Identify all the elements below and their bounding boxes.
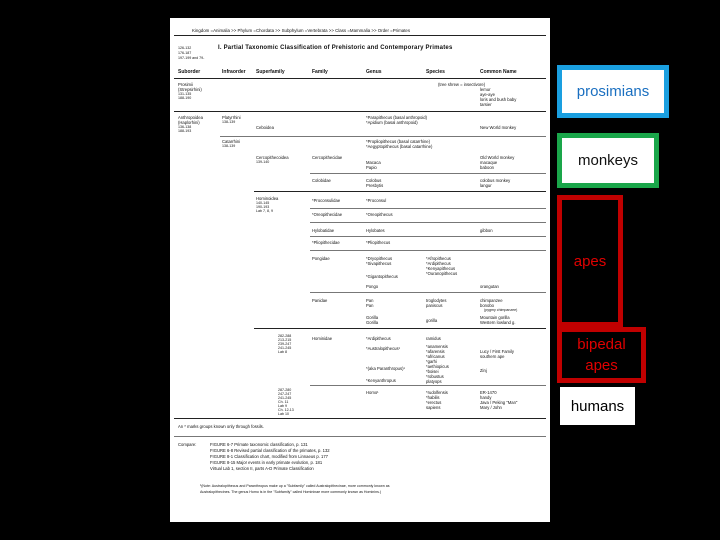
suborder-alt: (Haplorhini) xyxy=(178,120,200,125)
infraorder-name: Platyrrhini xyxy=(222,115,241,120)
infraorder-name: Catarrhini xyxy=(222,139,241,144)
column-header: Family xyxy=(312,69,328,75)
genus-name: Colobus xyxy=(366,178,382,183)
bipedal-apes-label: bipedal apes xyxy=(577,336,626,374)
family-name: Cercopithecidae xyxy=(312,155,343,160)
humans-label: humans xyxy=(570,397,625,415)
common-name: tarsier xyxy=(480,102,492,107)
page-ref: 140-145 xyxy=(256,201,270,205)
common-name: chimpanzee xyxy=(480,298,503,303)
monkeys-label: monkeys xyxy=(577,152,639,169)
divider xyxy=(310,222,546,223)
family-name: *Pliopithecidae xyxy=(312,240,340,245)
family-name: *Proconsulidae xyxy=(312,198,341,203)
suborder-name: Prosimii xyxy=(178,82,193,87)
species-name: ramidus xyxy=(426,336,441,341)
genus-name: Hylobates xyxy=(366,228,385,233)
species-name: *Afropithecus xyxy=(426,256,451,261)
common-name: ER-1470 xyxy=(480,390,497,395)
page-ref: Lab 7, 8, 9 xyxy=(256,209,273,213)
page-ref: 241-245 xyxy=(278,396,292,400)
species-name: *Kenyapithecus xyxy=(426,266,456,271)
superfamily-name: Ceboidea xyxy=(256,125,274,130)
common-name: bonobo xyxy=(480,303,494,308)
divider xyxy=(174,35,546,36)
species-name: *afarensis xyxy=(426,349,445,354)
genus-name: Homo¹ xyxy=(366,390,379,395)
genus-name: Papio xyxy=(366,165,377,170)
page-ref: 138-139 xyxy=(222,144,236,148)
species-name: platyops xyxy=(426,379,442,384)
page-ref: Lab 9 xyxy=(278,404,287,408)
subfamily-note: ¹(Note: Australopithecus and Paranthropus make up a "Subfamily" called Australopithecinae, more commonly known as xyxy=(200,484,390,488)
genus-name: *Dryopithecus xyxy=(366,256,393,261)
superfamily-name: Cercopithecoidea xyxy=(256,155,289,160)
page-ref: Ch. 12-13 xyxy=(278,408,294,412)
family-name: Colobidae xyxy=(312,178,331,183)
genus-name: *Apidium (basal anthropoid) xyxy=(366,120,418,125)
genus-name: Pan xyxy=(366,298,374,303)
species-name: *Ouranopithecus xyxy=(426,271,458,276)
page-ref: 136-138 xyxy=(178,125,192,129)
genus-name: *Oreopithecus xyxy=(366,212,393,217)
genus-name: *Parapithecus (basal anthropoid) xyxy=(366,115,427,120)
subfamily-note: Australopithecines. The genus Homo is in the "Subfamily" called Homininae more commonly known as Hominins.) xyxy=(200,490,382,494)
genus-name: *Proconsul xyxy=(366,198,387,203)
common-name: Lucy / First Family xyxy=(480,349,514,354)
humans-label-box xyxy=(557,384,638,428)
species-name: *garhi xyxy=(426,359,437,364)
family-name: Pongidae xyxy=(312,256,330,261)
common-name: New World monkey xyxy=(480,125,517,130)
genus-name: Gorilla xyxy=(366,320,379,325)
common-name: Old World monkey xyxy=(480,155,515,160)
compare-label: Compare: xyxy=(178,442,197,447)
species-name: *rudolfensis xyxy=(426,390,448,395)
species-name: *erectus xyxy=(426,400,442,405)
family-name: *Oreopithecidae xyxy=(312,212,343,217)
species-name: sapiens xyxy=(426,405,441,410)
divider xyxy=(174,111,546,112)
family-name: Hominidae xyxy=(312,336,333,341)
divider xyxy=(220,136,546,137)
compare-item: FIGURE 8-1 Classification chart, modified from Linnaeus p. 177 xyxy=(210,454,329,459)
common-name: Western lowland g. xyxy=(480,320,516,325)
page-ref: 287-280 xyxy=(278,388,292,392)
genus-name: *Propliopithecus (basal catarrhine) xyxy=(366,139,431,144)
species-name: *robustus xyxy=(426,374,444,379)
divider xyxy=(310,208,546,209)
page-ref: 239-247 xyxy=(278,342,292,346)
divider xyxy=(310,236,546,237)
common-name: Java / Peking "Man" xyxy=(480,400,518,405)
page-ref: Lab 8 xyxy=(278,350,287,354)
page-ref: 176-187 xyxy=(178,51,192,55)
common-name: (pygmy chimpanzee) xyxy=(484,308,518,312)
common-name: Zinj xyxy=(480,368,487,373)
common-name: langur xyxy=(480,183,492,188)
common-name: baboon xyxy=(480,165,494,170)
column-header: Genus xyxy=(366,69,382,75)
common-name: colobus monkey xyxy=(480,178,511,183)
species-name: gorilla xyxy=(426,318,438,323)
common-name: Mountain gorilla xyxy=(480,315,510,320)
species-name: *anamensis xyxy=(426,344,448,349)
suborder-name: Anthropoidea xyxy=(178,115,203,120)
compare-item: FIGURE 8-15 Major events in early primate evolution, p. 181 xyxy=(210,460,323,465)
species-name: *boisei xyxy=(426,369,439,374)
divider xyxy=(174,78,546,79)
fossil-footnote: An * marks groups known only through fossils. xyxy=(178,424,264,429)
column-header: Suborder xyxy=(178,69,201,75)
common-name: Mary / John xyxy=(480,405,502,410)
compare-item: FIGURE 6-7 Primate taxonomic classification, p. 131 xyxy=(210,442,308,447)
divider xyxy=(310,173,546,174)
prosimians-label: prosimians xyxy=(576,83,650,100)
document-title: I. Partial Taxonomic Classification of Prehistoric and Contemporary Primates xyxy=(218,45,453,51)
column-header: Common Name xyxy=(480,69,517,75)
compare-item: Virtual Lab 1, section II, parts A-D Primate Classification xyxy=(210,466,314,471)
page-ref: Lab 10 xyxy=(278,412,289,416)
compare-item: FIGURE 6-8 Revised partial classification of the primates, p. 132 xyxy=(210,448,330,453)
page-ref: 197-199 and 79- xyxy=(178,56,205,60)
species-name: troglodytes xyxy=(426,298,447,303)
divider xyxy=(174,418,546,419)
genus-name: Gorilla xyxy=(366,315,379,320)
page-ref: 138-139 xyxy=(222,120,236,124)
page-ref: 241-245 xyxy=(278,346,292,350)
page-ref: 131-135 xyxy=(178,92,192,96)
species-name: *Ardipithecus xyxy=(426,261,451,266)
column-header: Superfamily xyxy=(256,69,285,75)
common-name: lemur xyxy=(480,87,491,92)
family-name: Hylobatidae xyxy=(312,228,335,233)
common-name: southern ape xyxy=(480,354,505,359)
common-name: aye-aye xyxy=(480,92,495,97)
page-ref: 213-215 xyxy=(278,338,292,342)
family-name: Panidae xyxy=(312,298,328,303)
species-name: *africanus xyxy=(426,354,445,359)
prosimians-label-box xyxy=(557,65,669,118)
taxonomy-document xyxy=(170,18,550,522)
divider xyxy=(174,436,546,437)
genus-name: *Kenyanthropus xyxy=(366,378,396,383)
taxonomy-breadcrumb: Kingdom =Animalia >> Phylum =Chordata >> Subphylum =Vertebrata >> Class =Mammalia >> Order =Primates xyxy=(192,28,411,33)
page-ref: 139-140 xyxy=(256,160,270,164)
tree-shrew-note: (tree shrew = insectivore) xyxy=(438,82,486,87)
column-header: Infraorder xyxy=(222,69,246,75)
genus-name: *Sivapithecus xyxy=(366,261,392,266)
genus-name: *Aegyptopithecus (basal catarrhine) xyxy=(366,144,433,149)
divider xyxy=(310,292,546,293)
page-ref: 188-193 xyxy=(178,129,192,133)
page-ref: Ch. 11 xyxy=(278,400,289,404)
genus-name: *(aka Paranthropus)¹ xyxy=(366,366,405,371)
genus-name: *Ardipithecus xyxy=(366,336,391,341)
genus-name: *Pliopithecus xyxy=(366,240,391,245)
genus-name: Pan xyxy=(366,303,374,308)
species-name: *aethiopicus xyxy=(426,364,449,369)
common-name: handy xyxy=(480,395,492,400)
common-name: macaque xyxy=(480,160,498,165)
genus-name: Presbytis xyxy=(366,183,384,188)
genus-name: *Gigantopithecus xyxy=(366,274,398,279)
page-ref: 282-288 xyxy=(278,334,292,338)
superfamily-name: Hominoidea xyxy=(256,196,279,201)
divider xyxy=(254,328,546,329)
suborder-alt: (Strepsirhini) xyxy=(178,87,202,92)
column-header: Species xyxy=(426,69,445,75)
species-name: *habilis xyxy=(426,395,440,400)
common-name: orangutan xyxy=(480,284,499,289)
divider xyxy=(254,191,546,192)
page-ref: 188-190 xyxy=(178,96,192,100)
genus-name: *Australopithecus¹ xyxy=(366,346,400,351)
apes-label-box xyxy=(557,195,623,327)
divider xyxy=(310,250,546,251)
page-ref: 247-247 xyxy=(278,392,292,396)
monkeys-label-box xyxy=(557,133,659,188)
genus-name: Macaca xyxy=(366,160,381,165)
genus-name: Pongo xyxy=(366,284,379,289)
species-name: paniscus xyxy=(426,303,443,308)
bipedal-apes-label-box xyxy=(557,327,646,383)
apes-label: apes xyxy=(573,252,607,270)
divider xyxy=(310,385,546,386)
common-name: loris and bush baby xyxy=(480,97,517,102)
page-ref: 126-132 xyxy=(178,46,192,50)
page-ref: 190-193 xyxy=(256,205,270,209)
common-name: gibbon xyxy=(480,228,493,233)
